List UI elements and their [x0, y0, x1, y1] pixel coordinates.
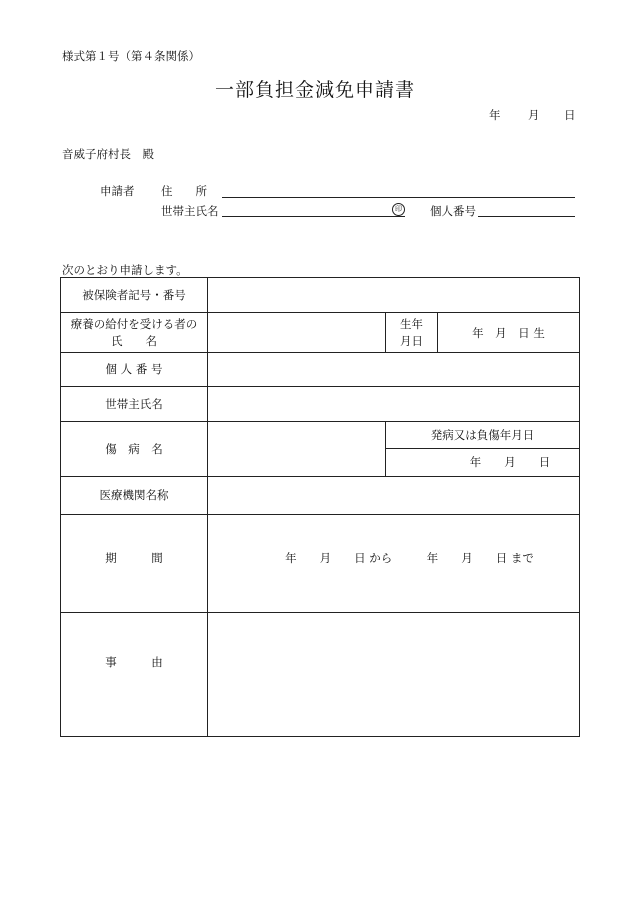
- birth-label-line2: 月日: [400, 334, 423, 348]
- table-personal-number-label: 個 人 番 号: [105, 362, 163, 376]
- onset-label: 発病又は負傷年月日: [430, 428, 535, 442]
- period-value[interactable]: 年 月 日 から 年 月 日 まで: [285, 551, 534, 565]
- label-column-divider: [207, 277, 208, 737]
- form-number: 様式第１号（第４条関係）: [62, 49, 200, 63]
- onset-row-divider: [385, 448, 580, 449]
- birth-label-line1: 生年: [400, 317, 423, 331]
- personal-number-underline: [478, 216, 575, 217]
- row-separator: [60, 421, 580, 422]
- addressee: 音威子府村長 殿: [62, 147, 154, 161]
- date-day: 日: [564, 108, 576, 122]
- recipient-label-line2: 氏 名: [111, 334, 157, 348]
- householder-underline: [222, 216, 405, 217]
- row-separator: [60, 352, 580, 353]
- period-label: 期 間: [105, 551, 163, 565]
- row-separator: [60, 514, 580, 515]
- table-top-border: [60, 277, 580, 278]
- address-label: 住 所: [161, 184, 207, 198]
- disease-label: 傷 病 名: [105, 442, 163, 456]
- onset-date-value[interactable]: 年 月 日: [469, 455, 551, 469]
- table-right-border: [579, 277, 580, 737]
- row-separator: [60, 612, 580, 613]
- row-separator: [60, 386, 580, 387]
- address-underline: [222, 197, 575, 198]
- applicant-label: 申請者: [100, 184, 135, 198]
- row-separator: [60, 476, 580, 477]
- table-bottom-border: [60, 736, 580, 737]
- institution-label: 医療機関名称: [99, 488, 169, 502]
- insured-symbol-label: 被保険者記号・番号: [82, 288, 186, 302]
- householder-label: 世帯主氏名: [161, 204, 219, 218]
- seal-icon: 印: [392, 203, 405, 216]
- row-separator: [60, 312, 580, 313]
- intro-text: 次のとおり申請します。: [62, 263, 188, 277]
- date-month: 月: [528, 108, 540, 122]
- recipient-label-line1: 療養の給付を受ける者の: [70, 317, 198, 331]
- page-title: 一部負担金減免申請書: [214, 79, 415, 101]
- table-householder-label: 世帯主氏名: [105, 397, 163, 411]
- date-year: 年: [489, 108, 501, 122]
- personal-number-label: 個人番号: [430, 204, 476, 218]
- reason-label: 事 由: [105, 655, 163, 669]
- birth-date-value[interactable]: 年 月 日 生: [472, 326, 545, 340]
